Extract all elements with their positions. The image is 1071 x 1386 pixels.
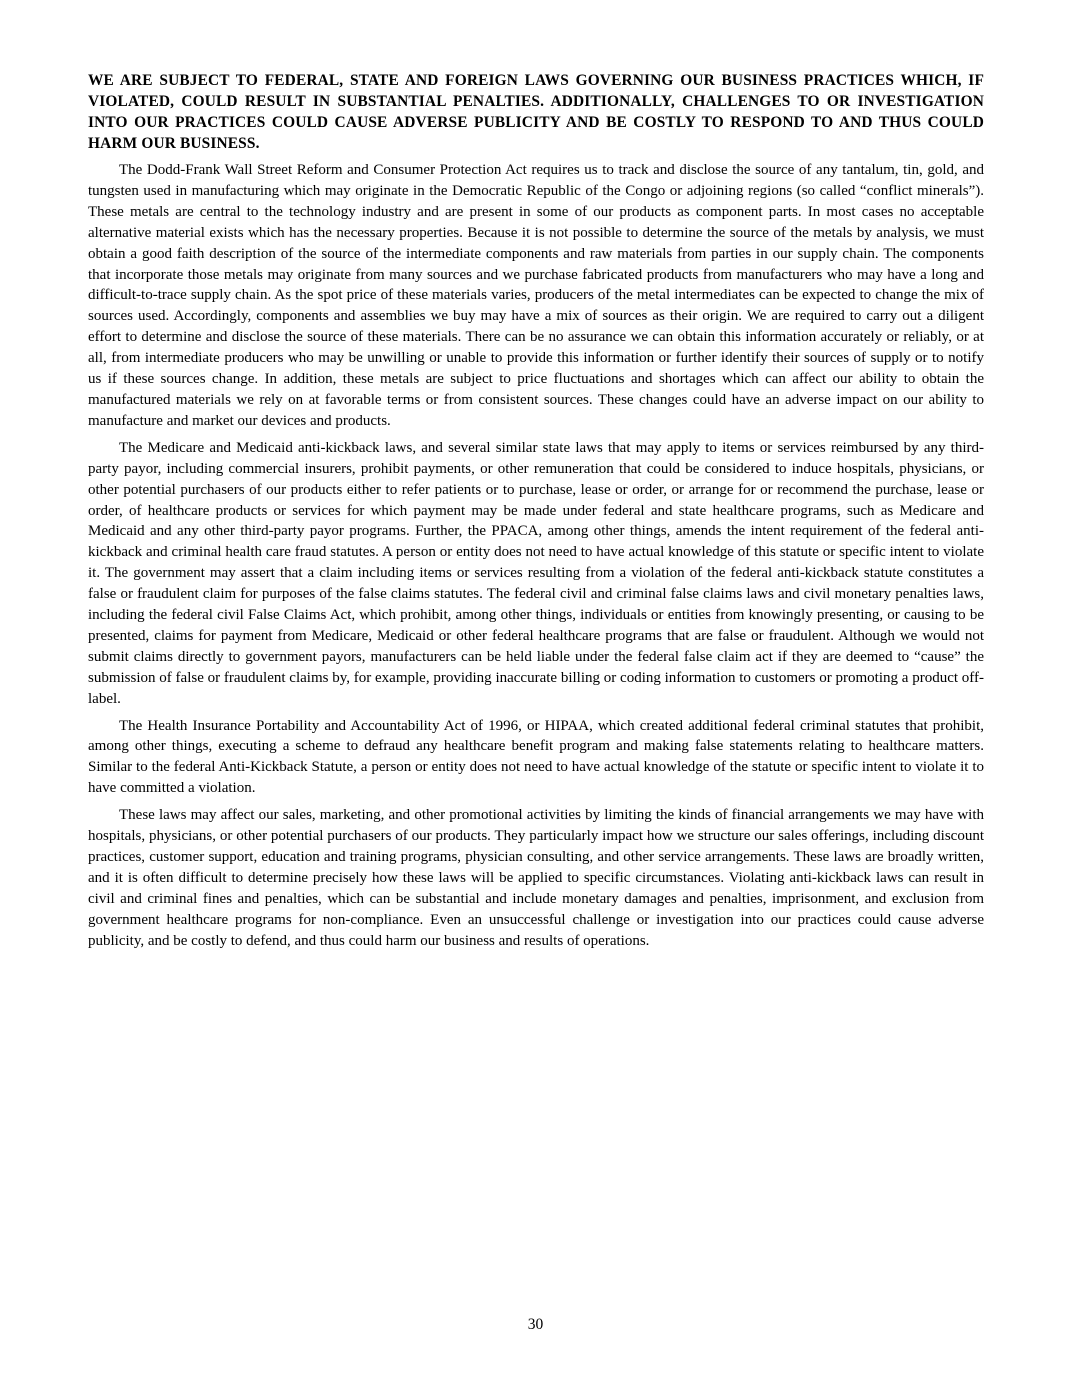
section-heading: WE ARE SUBJECT TO FEDERAL, STATE AND FOREIGN LAWS GOVERNING OUR BUSINESS PRACTICES WHICH, IF VIOLATED, COULD RESULT IN SUBSTANTIAL PENALTIES. ADDITIONALLY, CHALLENGES TO OR INVESTIGATION INTO OUR PRACTICES COULD CAUSE ADVERSE PUBLICITY AND BE COSTLY TO RESPOND TO AND THUS COULD HARM OUR BUSINESS.: [88, 72, 984, 152]
paragraph-conflict-minerals: The Dodd-Frank Wall Street Reform and Consumer Protection Act requires us to track and disclose the source of any tantalum, tin, gold, and tungsten used in manufacturing which may originate in the Democratic Republic of the Congo or adjoining regions (so called “conflict minerals”). These metals are central to the technology industry and are present in some of our products as component parts. In most cases no acceptable alternative material exists which has the necessary properties. Because it is not possible to determine the source of the metals by analysis, we must obtain a good faith description of the source of the intermediate components and raw materials from parties in our supply chain. The components that incorporate those metals may originate from many sources and we purchase fabricated products from manufacturers who may have a long and difficult-to-trace supply chain. As the spot price of these materials varies, producers of the metal intermediates can be expected to change the mix of sources used. Accordingly, components and assemblies we buy may have a mix of sources as their origin. We are required to carry out a diligent effort to determine and disclose the source of these materials. There can be no assurance we can obtain this information accurately or reliably, or at all, from intermediate producers who may be unwilling or unable to provide this information or further identify their sources of supply or to notify us if these sources change. In addition, these metals are subject to price fluctuations and shortages which can affect our ability to obtain the manufactured materials we rely on at favorable terms or from consistent sources. These changes could have an adverse impact on our ability to manufacture and market our devices and products.: [88, 162, 984, 429]
paragraph-hipaa: The Health Insurance Portability and Accountability Act of 1996, or HIPAA, which created additional federal criminal statutes that prohibit, among other things, executing a scheme to defraud any healthcare benefit program and making false statements relating to healthcare matters. Similar to the federal Anti-Kickback Statute, a person or entity does not need to have actual knowledge of the statute or specific intent to violate it to have committed a violation.: [88, 717, 984, 797]
page-number: 30: [527, 1316, 544, 1333]
document-body: [88, 70, 984, 958]
paragraph-sales-impact: These laws may affect our sales, marketing, and other promotional activities by limiting the kinds of financial arrangements we may have with hospitals, physicians, or other potential purchasers of our products. They particularly impact how we structure our sales offerings, including discount practices, customer support, education and training programs, physician consulting, and other service arrangements. These laws are broadly written, and it is often difficult to determine precisely how these laws will be applied to specific circumstances. Violating anti-kickback laws can result in civil and criminal fines and penalties, which can be substantial and include monetary damages and penalties, imprisonment, and exclusion from government healthcare programs for non-compliance. Even an unsuccessful challenge or investigation into our practices could cause adverse publicity, and be costly to defend, and thus could harm our business and results of operations.: [88, 807, 984, 949]
paragraph-anti-kickback: The Medicare and Medicaid anti-kickback laws, and several similar state laws that may apply to items or services reimbursed by any third-party payor, including commercial insurers, prohibit payments, or other remuneration that could be considered to induce hospitals, physicians, or other potential purchasers of our products either to refer patients or to purchase, lease or order, or arrange for or recommend the purchase, lease or order, of healthcare products or services for which payment may be made under federal and state healthcare programs, such as Medicare and Medicaid and any other third-party payor programs. Further, the PPACA, among other things, amends the intent requirement of the federal anti-kickback and criminal health care fraud statutes. A person or entity does not need to have actual knowledge of this statute or specific intent to violate it. The government may assert that a claim including items or services resulting from a violation of the federal anti-kickback statute constitutes a false or fraudulent claim for purposes of the false claims statutes. The federal civil and criminal false claims laws and civil monetary penalties laws, including the federal civil False Claims Act, which prohibit, among other things, individuals or entities from knowingly presenting, or causing to be presented, claims for payment from Medicare, Medicaid or other federal healthcare programs that are false or fraudulent. Although we would not submit claims directly to government payors, manufacturers can be held liable under the federal false claim act if they are deemed to “cause” the submission of false or fraudulent claims by, for example, providing inaccurate billing or coding information to customers or promoting a product off-label.: [88, 439, 984, 707]
